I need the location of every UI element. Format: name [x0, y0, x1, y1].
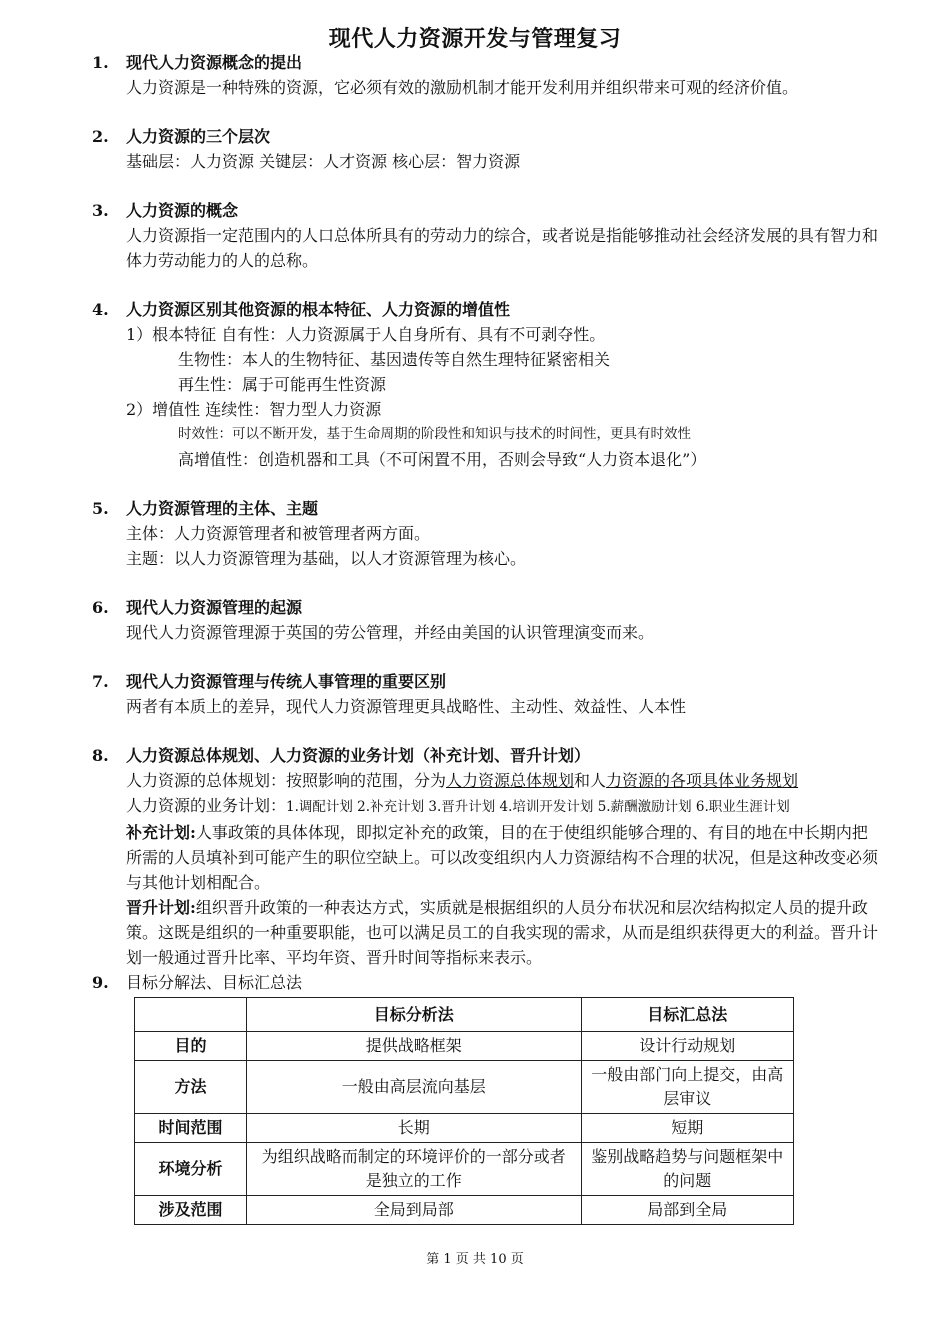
row-label: 目的: [135, 1032, 247, 1061]
paragraph-line: [126, 768, 882, 793]
section-9: [92, 970, 882, 1225]
paragraph: 人力资源指一定范围内的人口总体所具有的劳动力的综合，或者说是指能够推动社会经济发展的具有智力和体力劳动能力的人的总称。: [126, 226, 879, 270]
text-run: 组织晋升政策的一种表达方式，实质就是根据组织的人员分布状况和层次结构拟定人员的提升政策。这既是组织的一种重要职能，也可以满足员工的自我实现的需求，从而是组织获得更大的利益。晋升计划一般通过晋升比率、平均年资、晋升时间等指标来表示。: [126, 898, 879, 967]
section-number: 3.: [92, 201, 109, 220]
row-label: 涉及范围: [135, 1196, 247, 1225]
paragraph-line: 现代人力资源管理源于英国的劳公管理，并经由美国的认识管理演变而来。: [126, 623, 655, 642]
paragraph-line: 生物性：本人的生物特征、基因遗传等自然生理特征紧密相关: [178, 350, 611, 369]
section-heading: 人力资源的概念: [126, 201, 239, 220]
table-row: [135, 1032, 794, 1061]
section-heading: 人力资源总体规划、人力资源的业务计划（补充计划、晋升计划）: [126, 746, 591, 765]
table-cell: 一般由高层流向基层: [247, 1061, 582, 1114]
table-row: [135, 1196, 794, 1225]
section-heading: 现代人力资源管理与传统人事管理的重要区别: [126, 672, 447, 691]
table-cell: 鉴别战略趋势与问题框架中的问题: [581, 1143, 793, 1196]
section-number: 5.: [92, 499, 109, 518]
paragraph-line: 主题：以人力资源管理为基础，以人才资源管理为核心。: [126, 549, 527, 568]
section-number: 6.: [92, 598, 109, 617]
table-cell: 设计行动规划: [581, 1032, 793, 1061]
paragraph-line: 2）增值性 连续性：智力型人力资源: [126, 400, 382, 419]
section-heading: 目标分解法、目标汇总法: [126, 973, 303, 992]
text-run: 和人: [574, 771, 607, 790]
document-title: 现代人力资源开发与管理复习: [328, 26, 622, 52]
paragraph-line: 主体：人力资源管理者和被管理者两方面。: [126, 524, 431, 543]
plan-list: 1.调配计划 2.补充计划 3.晋升计划 4.培训开发计划 5.薪酬激励计划 6.职业生涯计划: [286, 799, 790, 815]
row-label: 时间范围: [135, 1114, 247, 1143]
table-cell: 长期: [247, 1114, 582, 1143]
paragraph-line: 1）根本特征 自有性：人力资源属于人自身所有、具有不可剥夺性。: [126, 325, 606, 344]
term-label: 晋升计划:: [126, 898, 196, 917]
table-row: [135, 1061, 794, 1114]
paragraph-line: 再生性：属于可能再生性资源: [178, 375, 387, 394]
section-3: [92, 198, 882, 273]
section-number: 4.: [92, 300, 109, 319]
section-1: [92, 50, 882, 100]
paragraph-line: 两者有本质上的差异，现代人力资源管理更具战略性、主动性、效益性、人本性: [126, 697, 687, 716]
paragraph-line: 基础层：人力资源 关键层：人才资源 核心层：智力资源: [126, 152, 521, 171]
section-6: [92, 595, 882, 645]
page-footer: 第 1 页 共 10 页: [426, 1252, 524, 1267]
table-cell: 为组织战略而制定的环境评价的一部分或者是独立的工作: [247, 1143, 582, 1196]
section-8: [92, 743, 882, 970]
table-cell: 局部到全局: [581, 1196, 793, 1225]
section-7: [92, 669, 882, 719]
table-row: [135, 1114, 794, 1143]
row-label: 方法: [135, 1061, 247, 1114]
section-heading: 现代人力资源管理的起源: [126, 598, 303, 617]
section-heading: 人力资源管理的主体、主题: [126, 499, 319, 518]
section-number: 7.: [92, 672, 109, 691]
table-cell: 一般由部门向上提交，由高层审议: [581, 1061, 793, 1114]
table-header-row: [135, 998, 794, 1032]
paragraph: [126, 820, 882, 895]
row-label: 环境分析: [135, 1143, 247, 1196]
table-row: [135, 1143, 794, 1196]
text-run: 人力资源的总体规划：按照影响的范围，分为: [126, 771, 447, 790]
section-heading: 人力资源的三个层次: [126, 127, 271, 146]
table-header-cell: 目标分析法: [247, 998, 582, 1032]
paragraph-line: 高增值性：创造机器和工具（不可闲置不用，否则会导致“人力资本退化”）: [178, 450, 707, 469]
underlined-term: 人力资源总体规划: [446, 771, 575, 790]
document-content: [92, 50, 882, 1249]
text-run: 人事政策的具体体现，即拟定补充的政策，目的在于使组织能够合理的、有目的地在中长期内把所需的人员填补到可能产生的职位空缺上。可以改变组织内人力资源结构不合理的状况，但是这种改变必须与其他计划相配合。: [126, 823, 879, 892]
underlined-term: 力资源的各项具体业务规划: [606, 771, 799, 790]
comparison-table: [134, 997, 794, 1225]
section-number: 8.: [92, 746, 109, 765]
section-number: 9.: [92, 973, 109, 992]
term-label: 补充计划:: [126, 823, 196, 842]
paragraph-line: 时效性：可以不断开发，基于生命周期的阶段性和知识与技术的时间性，更具有时效性: [178, 426, 691, 442]
section-2: [92, 124, 882, 174]
paragraph-line: [126, 793, 882, 820]
paragraph-line: 人力资源是一种特殊的资源，它必须有效的激励机制才能开发利用并组织带来可观的经济价值。: [126, 78, 799, 97]
text-run: 人力资源的业务计划：: [126, 796, 287, 815]
table-header-cell: 目标汇总法: [581, 998, 793, 1032]
table-cell: 全局到局部: [247, 1196, 582, 1225]
section-heading: 现代人力资源概念的提出: [126, 53, 303, 72]
paragraph: [126, 895, 882, 970]
section-number: 2.: [92, 127, 109, 146]
section-5: [92, 496, 882, 571]
table-cell: 提供战略框架: [247, 1032, 582, 1061]
section-4: [92, 297, 882, 472]
section-number: 1.: [92, 53, 109, 72]
table-cell: 短期: [581, 1114, 793, 1143]
table-header-cell: [135, 998, 247, 1032]
section-heading: 人力资源区别其他资源的根本特征、人力资源的增值性: [126, 300, 511, 319]
